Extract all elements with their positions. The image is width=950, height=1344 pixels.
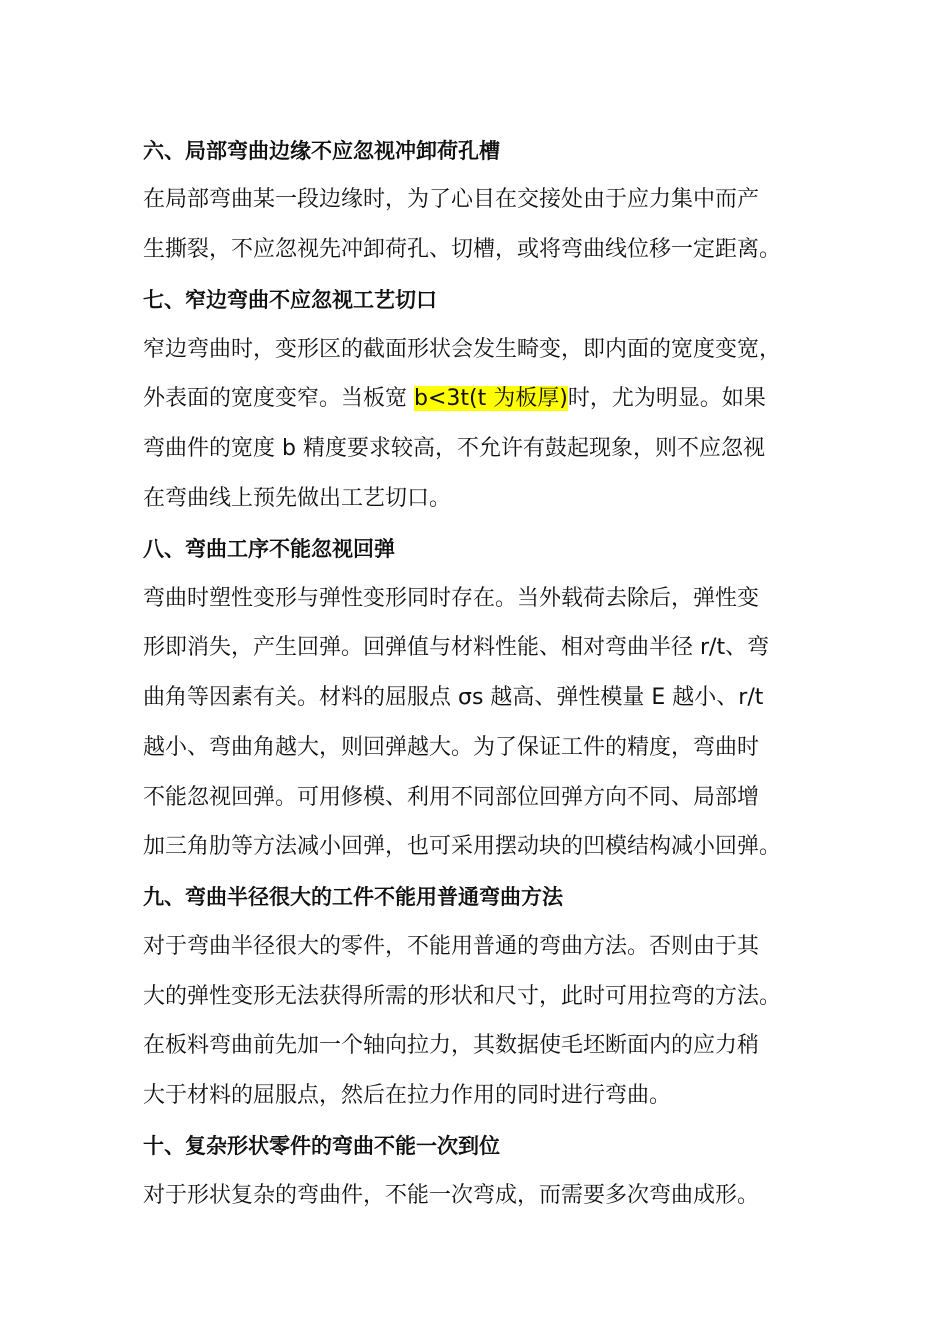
- section-heading: 八、弯曲工序不能忽视回弹: [143, 537, 395, 561]
- highlighted-text: b<3t(t 为板厚): [414, 386, 568, 411]
- text-segment: 外表面的宽度变窄。当板宽: [143, 386, 414, 411]
- paragraph-line: 大的弹性变形无法获得所需的形状和尺寸，此时可用拉弯的方法。: [143, 984, 782, 1009]
- paragraph-line: 对于形状复杂的弯曲件，不能一次弯成，而需要多次弯曲成形。: [143, 1183, 760, 1208]
- paragraph-line: 弯曲件的宽度 b 精度要求较高，不允许有鼓起现象，则不应忽视: [143, 436, 765, 461]
- paragraph-line: 生撕裂，不应忽视先冲卸荷孔、切槽，或将弯曲线位移一定距离。: [143, 237, 782, 262]
- paragraph-line: 在局部弯曲某一段边缘时，为了心目在交接处由于应力集中而产: [143, 187, 760, 212]
- paragraph-line: 在弯曲线上预先做出工艺切口。: [143, 486, 452, 511]
- paragraph-line: 窄边弯曲时，变形区的截面形状会发生畸变，即内面的宽度变宽，: [143, 337, 782, 362]
- paragraph-line: 对于弯曲半径很大的零件，不能用普通的弯曲方法。否则由于其: [143, 934, 760, 959]
- section-heading: 九、弯曲半径很大的工件不能用普通弯曲方法: [143, 885, 563, 909]
- section-heading: 六、局部弯曲边缘不应忽视冲卸荷孔槽: [143, 139, 500, 163]
- paragraph-line-with-highlight: [143, 382, 766, 416]
- section-heading: 十、复杂形状零件的弯曲不能一次到位: [143, 1134, 500, 1158]
- paragraph-line: 加三角肋等方法减小回弹，也可采用摆动块的凹模结构减小回弹。: [143, 834, 782, 859]
- section-heading: 七、窄边弯曲不应忽视工艺切口: [143, 288, 437, 312]
- paragraph-line: 形即消失，产生回弹。回弹值与材料性能、相对弯曲半径 r/t、弯: [143, 635, 770, 660]
- paragraph-line: 不能忽视回弹。可用修模、利用不同部位回弹方向不同、局部增: [143, 785, 760, 810]
- text-segment: 时，尤为明显。如果: [567, 386, 766, 411]
- paragraph-line: 曲角等因素有关。材料的屈服点 σs 越高、弹性模量 E 越小、r/t: [143, 685, 764, 710]
- paragraph-line: 大于材料的屈服点，然后在拉力作用的同时进行弯曲。: [143, 1083, 672, 1108]
- paragraph-line: 在板料弯曲前先加一个轴向拉力，其数据使毛坯断面内的应力稍: [143, 1033, 760, 1058]
- paragraph-line: 弯曲时塑性变形与弹性变形同时存在。当外载荷去除后，弹性变: [143, 586, 760, 611]
- paragraph-line: 越小、弯曲角越大，则回弹越大。为了保证工件的精度，弯曲时: [143, 735, 760, 760]
